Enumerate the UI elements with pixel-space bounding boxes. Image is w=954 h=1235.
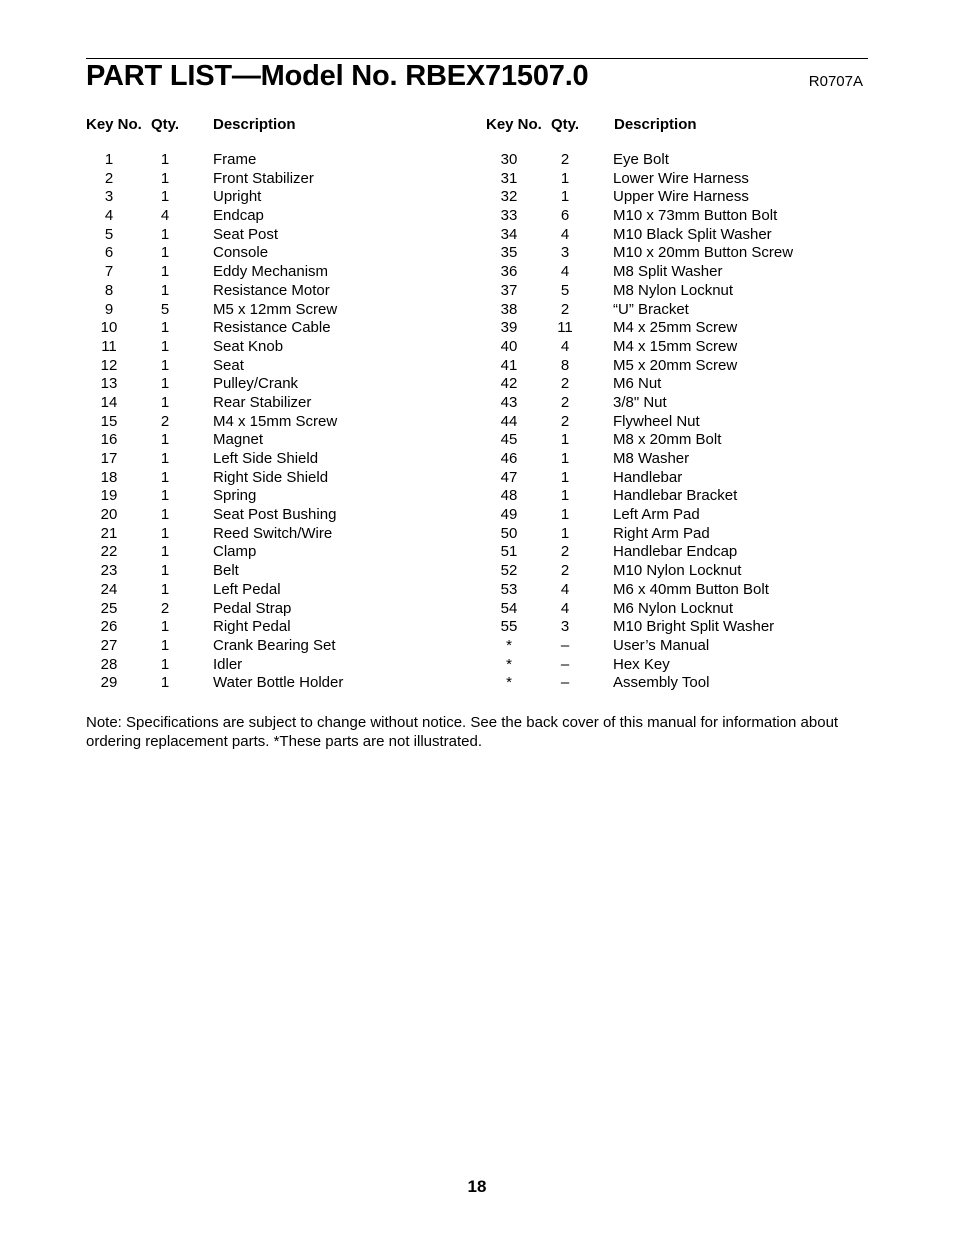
part-row (486, 188, 886, 207)
part-quantity: 1 (160, 319, 170, 337)
part-description: Seat Knob (213, 337, 284, 355)
part-description: Idler (213, 655, 243, 673)
part-description: Right Pedal (213, 618, 291, 636)
part-description: Eye Bolt (613, 151, 669, 168)
part-key-number: * (506, 674, 512, 692)
part-key-number: 33 (500, 207, 518, 225)
part-description: Pedal Strap (213, 599, 292, 617)
part-description: Handlebar (613, 468, 683, 486)
part-key-number: 44 (500, 412, 518, 430)
part-description: Belt (213, 562, 239, 580)
part-quantity: 4 (560, 337, 570, 355)
part-description: M8 Nylon Locknut (613, 281, 734, 299)
part-row (86, 487, 486, 506)
part-key-number: 41 (500, 356, 518, 374)
part-row (486, 151, 886, 170)
part-description: M10 Nylon Locknut (613, 562, 742, 580)
part-quantity: 1 (160, 450, 170, 467)
part-quantity: 1 (160, 356, 170, 374)
part-quantity: 4 (560, 599, 570, 617)
part-row (486, 207, 886, 226)
part-key-number: 11 (101, 337, 117, 355)
part-row (86, 319, 486, 338)
part-description: Upper Wire Harness (613, 188, 749, 206)
part-quantity: 1 (560, 524, 570, 542)
part-key-number: 39 (500, 319, 518, 337)
top-rule (86, 58, 868, 59)
part-key-number: 42 (500, 375, 518, 393)
part-key-number: 9 (104, 300, 114, 318)
part-row (86, 450, 486, 469)
part-description: M8 x 20mm Bolt (613, 431, 722, 449)
part-quantity: 4 (560, 263, 570, 281)
part-row (86, 581, 486, 600)
part-key-number: 5 (104, 225, 114, 243)
part-row (486, 357, 886, 376)
part-quantity: 1 (560, 468, 570, 486)
part-row (486, 562, 886, 581)
part-quantity: 2 (560, 151, 570, 168)
page-number: 18 (467, 1177, 487, 1196)
part-quantity: 6 (560, 207, 570, 225)
part-description: Resistance Cable (213, 319, 331, 337)
part-quantity: 1 (160, 244, 170, 262)
part-description: Magnet (213, 431, 264, 449)
part-quantity: 2 (560, 412, 570, 430)
part-row (486, 506, 886, 525)
part-quantity: 1 (160, 580, 170, 598)
part-key-number: * (506, 636, 512, 654)
part-description: Eddy Mechanism (213, 263, 329, 281)
part-row (486, 263, 886, 282)
part-description: Rear Stabilizer (213, 393, 312, 411)
part-key-number: 31 (500, 169, 518, 187)
parts-list-left (86, 151, 486, 693)
part-row (486, 469, 886, 488)
part-key-number: 18 (100, 468, 118, 486)
part-quantity: 5 (560, 281, 570, 299)
part-row (86, 543, 486, 562)
part-key-number: 15 (100, 412, 118, 430)
part-row (486, 394, 886, 413)
part-quantity: 1 (160, 636, 170, 654)
part-key-number: 1 (104, 151, 114, 168)
part-description: Handlebar Endcap (613, 543, 738, 561)
part-description: 3/8" Nut (613, 393, 667, 411)
part-key-number: 26 (100, 618, 118, 636)
column-headers-right (486, 116, 886, 136)
part-row (486, 170, 886, 189)
part-row (86, 263, 486, 282)
part-quantity: 1 (160, 674, 170, 692)
part-key-number: 37 (500, 281, 518, 299)
part-quantity: 1 (560, 431, 570, 449)
part-quantity: 1 (160, 506, 170, 524)
part-key-number: 23 (100, 562, 118, 580)
part-row (486, 450, 886, 469)
part-key-number: 45 (500, 431, 518, 449)
part-row (86, 338, 486, 357)
part-row (486, 637, 886, 656)
page-title: PART LIST—Model No. RBEX71507.0 (86, 60, 589, 92)
part-row (86, 170, 486, 189)
part-quantity: – (560, 674, 570, 692)
part-description: M6 x 40mm Button Bolt (613, 580, 769, 598)
part-row (86, 207, 486, 226)
part-row (86, 674, 486, 693)
part-description: Left Arm Pad (613, 506, 700, 524)
part-description: Handlebar Bracket (613, 487, 738, 505)
part-key-number: 51 (500, 543, 518, 561)
part-quantity: 4 (560, 580, 570, 598)
part-description: M6 Nut (613, 375, 662, 393)
description-header: Description (213, 116, 296, 133)
part-key-number: 21 (100, 524, 118, 542)
part-quantity: 1 (160, 562, 170, 580)
part-description: Front Stabilizer (213, 169, 314, 187)
part-key-number: 6 (104, 244, 114, 262)
part-quantity: 1 (160, 431, 170, 449)
part-row (486, 581, 886, 600)
part-key-number: 25 (100, 599, 118, 617)
part-description: Clamp (213, 543, 257, 561)
part-description: Hex Key (613, 655, 670, 673)
part-quantity: 2 (560, 393, 570, 411)
part-quantity: 1 (160, 468, 170, 486)
key-no-header: Key No. (486, 116, 542, 133)
part-description: Flywheel Nut (613, 412, 700, 430)
part-quantity: 2 (160, 412, 170, 430)
part-row (486, 338, 886, 357)
part-row (486, 543, 886, 562)
part-quantity: 2 (560, 300, 570, 318)
part-description: Assembly Tool (613, 674, 710, 692)
part-quantity: 1 (160, 337, 170, 355)
part-row (486, 674, 886, 693)
part-key-number: 12 (100, 356, 118, 374)
part-description: Resistance Motor (213, 281, 330, 299)
part-row (486, 487, 886, 506)
description-header: Description (614, 116, 697, 133)
part-description: Spring (213, 487, 257, 505)
part-key-number: 48 (500, 487, 518, 505)
part-row (86, 413, 486, 432)
part-row (86, 469, 486, 488)
qty-header: Qty. (551, 116, 580, 133)
part-row (86, 562, 486, 581)
part-key-number: 17 (100, 450, 118, 467)
part-key-number: * (506, 655, 512, 673)
part-key-number: 27 (100, 636, 118, 654)
part-description: Pulley/Crank (213, 375, 299, 393)
part-description: M10 Black Split Washer (613, 225, 772, 243)
part-quantity: 1 (160, 188, 170, 206)
part-key-number: 38 (500, 300, 518, 318)
part-description: Upright (213, 188, 262, 206)
part-quantity: 5 (160, 300, 170, 318)
part-description: Water Bottle Holder (213, 674, 344, 692)
part-quantity: – (560, 655, 570, 673)
part-row (86, 226, 486, 245)
part-quantity: 1 (160, 263, 170, 281)
part-row (86, 282, 486, 301)
part-quantity: 1 (560, 450, 570, 467)
part-row (486, 244, 886, 263)
part-quantity: 1 (160, 151, 170, 168)
part-quantity: 1 (160, 487, 170, 505)
column-headers-left (86, 116, 486, 136)
part-quantity: 3 (560, 618, 570, 636)
part-quantity: – (560, 636, 570, 654)
part-key-number: 35 (500, 244, 518, 262)
part-description: Reed Switch/Wire (213, 524, 333, 542)
part-key-number: 36 (500, 263, 518, 281)
part-quantity: 1 (160, 225, 170, 243)
part-key-number: 47 (500, 468, 518, 486)
part-row (86, 394, 486, 413)
part-key-number: 54 (500, 599, 518, 617)
part-row (86, 618, 486, 637)
part-description: M10 x 20mm Button Screw (613, 244, 794, 262)
part-quantity: 1 (560, 487, 570, 505)
part-key-number: 53 (500, 580, 518, 598)
part-quantity: 1 (160, 543, 170, 561)
part-description: Right Side Shield (213, 468, 329, 486)
part-description: “U” Bracket (613, 300, 689, 318)
part-quantity: 1 (160, 524, 170, 542)
part-quantity: 1 (560, 506, 570, 524)
part-row (486, 600, 886, 619)
part-quantity: 2 (160, 599, 170, 617)
part-description: M5 x 20mm Screw (613, 356, 738, 374)
part-description: M5 x 12mm Screw (213, 300, 338, 318)
part-description: M4 x 15mm Screw (213, 412, 338, 430)
part-key-number: 24 (100, 580, 118, 598)
part-quantity: 3 (560, 244, 570, 262)
part-row (486, 525, 886, 544)
part-key-number: 49 (500, 506, 518, 524)
part-quantity: 1 (160, 169, 170, 187)
part-description: Seat Post (213, 225, 279, 243)
part-quantity: 2 (560, 562, 570, 580)
document-code: R0707A (808, 73, 863, 90)
part-description: Right Arm Pad (613, 524, 710, 542)
part-row (86, 244, 486, 263)
part-row (86, 506, 486, 525)
part-description: M10 x 73mm Button Bolt (613, 207, 778, 225)
part-description: Left Side Shield (213, 450, 319, 467)
part-row (86, 431, 486, 450)
part-quantity: 2 (560, 375, 570, 393)
part-row (86, 151, 486, 170)
part-quantity: 4 (560, 225, 570, 243)
part-quantity: 1 (560, 169, 570, 187)
part-description: M6 Nylon Locknut (613, 599, 734, 617)
part-description: M4 x 25mm Screw (613, 319, 738, 337)
part-description: Seat Post Bushing (213, 506, 337, 524)
part-row (486, 375, 886, 394)
part-description: Seat (213, 356, 244, 374)
part-description: M8 Washer (613, 450, 690, 467)
part-key-number: 2 (104, 169, 114, 187)
part-key-number: 10 (100, 319, 118, 337)
part-key-number: 7 (104, 263, 114, 281)
part-key-number: 13 (100, 375, 118, 393)
part-description: Left Pedal (213, 580, 281, 598)
part-key-number: 55 (500, 618, 518, 636)
part-row (86, 357, 486, 376)
part-row (86, 656, 486, 675)
part-quantity: 2 (560, 543, 570, 561)
part-quantity: 1 (560, 188, 570, 206)
note-text: Note: Specifications are subject to change without notice. See the back cover of this manual for information about ordering replacement parts. *These parts are not illustrated. (86, 714, 839, 750)
key-no-header: Key No. (86, 116, 142, 133)
part-row (486, 656, 886, 675)
part-key-number: 4 (104, 207, 114, 225)
part-key-number: 46 (500, 450, 518, 467)
part-description: Lower Wire Harness (613, 169, 749, 187)
part-key-number: 14 (100, 393, 118, 411)
part-key-number: 22 (100, 543, 118, 561)
qty-header: Qty. (151, 116, 180, 133)
part-key-number: 19 (100, 487, 118, 505)
part-key-number: 30 (500, 151, 518, 168)
part-key-number: 52 (500, 562, 518, 580)
part-key-number: 50 (500, 524, 518, 542)
part-key-number: 40 (500, 337, 518, 355)
part-quantity: 8 (560, 356, 570, 374)
parts-column-right (486, 116, 886, 692)
part-quantity: 1 (160, 393, 170, 411)
part-key-number: 32 (500, 188, 518, 206)
part-quantity: 1 (160, 281, 170, 299)
parts-list-right (486, 151, 886, 693)
part-row (86, 301, 486, 320)
part-description: Crank Bearing Set (213, 636, 336, 654)
part-description: M10 Bright Split Washer (613, 618, 775, 636)
part-row (86, 188, 486, 207)
part-row (486, 618, 886, 637)
part-quantity: 1 (160, 655, 170, 673)
part-row (486, 319, 886, 338)
part-key-number: 29 (100, 674, 118, 692)
part-key-number: 8 (104, 281, 114, 299)
part-row (486, 226, 886, 245)
part-key-number: 16 (100, 431, 118, 449)
part-description: M8 Split Washer (613, 263, 723, 281)
part-quantity: 4 (160, 207, 170, 225)
part-key-number: 3 (104, 188, 114, 206)
part-row (486, 413, 886, 432)
part-row (86, 637, 486, 656)
part-key-number: 34 (500, 225, 518, 243)
part-row (86, 600, 486, 619)
part-quantity: 11 (557, 319, 573, 337)
part-description: Endcap (213, 207, 264, 225)
part-description: M4 x 15mm Screw (613, 337, 738, 355)
part-quantity: 1 (160, 375, 170, 393)
part-row (486, 282, 886, 301)
part-description: Console (213, 244, 269, 262)
part-quantity: 1 (160, 618, 170, 636)
part-row (86, 375, 486, 394)
parts-column-left (86, 116, 486, 692)
part-description: Frame (213, 151, 257, 168)
part-key-number: 43 (500, 393, 518, 411)
part-row (486, 431, 886, 450)
part-row (486, 301, 886, 320)
part-key-number: 20 (100, 506, 118, 524)
part-key-number: 28 (100, 655, 118, 673)
part-description: User’s Manual (613, 636, 710, 654)
part-row (86, 525, 486, 544)
